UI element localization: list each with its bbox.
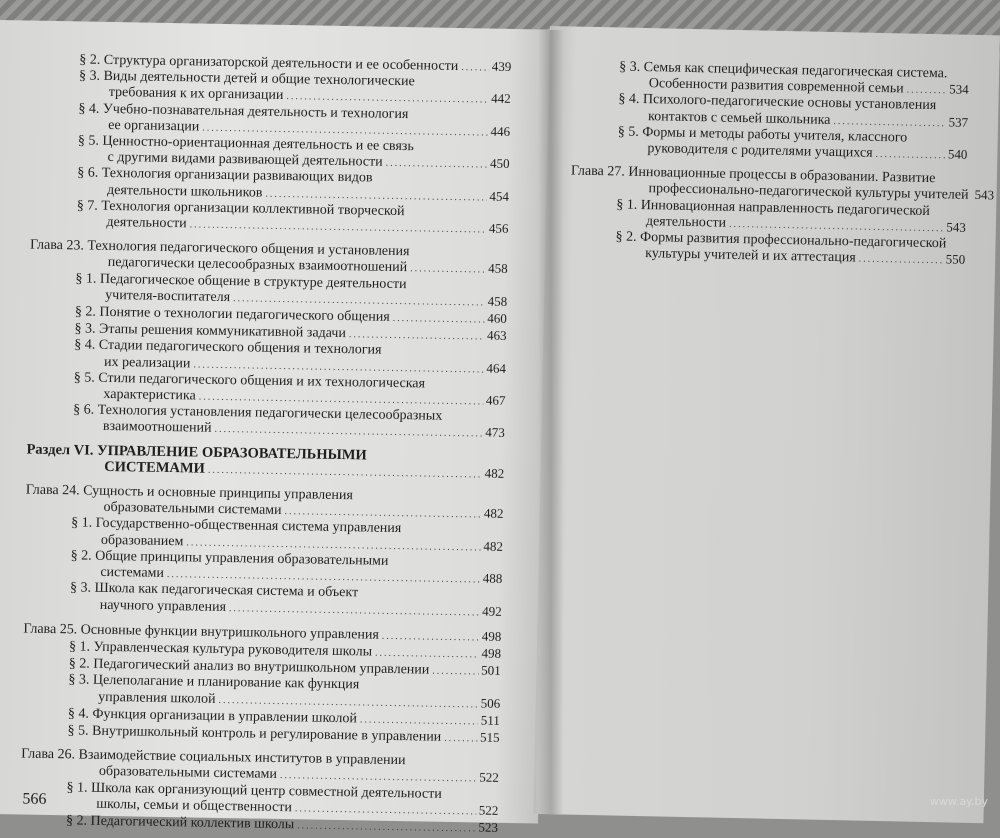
- toc-line-text: профессионально-педагогической культуры учителей: [648, 182, 968, 204]
- toc-page-number: 482: [484, 506, 504, 522]
- toc-line-text: § 5. Внутришкольный контроль и регулирование в управлении: [67, 723, 441, 745]
- toc-page-number: 534: [949, 82, 969, 98]
- book-gutter: [538, 30, 564, 814]
- toc-page-number: 482: [485, 465, 505, 481]
- toc-line-text: деятельности школьников: [107, 183, 263, 201]
- toc-line-text: деятельности: [646, 214, 726, 231]
- toc-page-number: 482: [483, 538, 503, 554]
- dot-leader: [375, 646, 479, 663]
- left-page: [0, 20, 552, 824]
- toc-line-text: § 2. Педагогический коллектив школы: [66, 813, 294, 832]
- toc-line-text: научного управления: [100, 597, 226, 614]
- toc-page-number: 473: [485, 425, 505, 441]
- toc-line-text: § 3. Виды деятельности детей и общие технологические: [79, 69, 415, 90]
- toc-line-text: § 1. Педагогическое общение в структуре деятельности: [75, 271, 406, 292]
- toc-page-number: 446: [491, 123, 511, 139]
- toc-line-text: § 4. Психолого-педагогические основы установления: [618, 92, 936, 114]
- toc-line-text: § 1. Школа как организующий центр совместной деятельности: [66, 780, 441, 802]
- toc-page-number: 515: [480, 729, 500, 745]
- toc-page-number: 454: [489, 188, 509, 204]
- toc-line-text: § 2. Формы развития профессионально-педагогической: [615, 229, 946, 251]
- toc-page-number: 498: [482, 628, 502, 644]
- toc-page-number: 522: [479, 770, 499, 786]
- toc-page-number: 488: [483, 571, 503, 587]
- toc-page-number: 439: [492, 59, 512, 75]
- toc-line-text: взаимоотношений: [103, 419, 212, 436]
- toc-line-text: культуры учителей и их аттестация: [645, 246, 856, 266]
- toc-paragraph: [569, 228, 966, 269]
- toc-line-text: образованием: [101, 533, 184, 550]
- toc-page-number: 540: [948, 146, 968, 162]
- toc-line-text: § 5. Ценностно-ориентационная деятельность и ее связь: [78, 133, 414, 154]
- toc-line-text: СИСТЕМАМИ: [104, 460, 205, 477]
- dot-leader: [444, 731, 477, 747]
- toc-page-number: 523: [478, 819, 498, 835]
- right-page: [533, 26, 999, 823]
- toc-line-text: § 3. Этапы решения коммуникативной задачи: [74, 322, 346, 342]
- watermark: www.ay.by: [930, 795, 988, 808]
- toc-line-text: Глава 27. Инновационные процессы в образовании. Развитие: [571, 164, 936, 187]
- toc-line-text: школы, семьи и общественности: [96, 797, 292, 816]
- toc-line-text: § 4. Функция организации в управлении школой: [68, 706, 357, 726]
- toc-line-text: ее организации: [108, 118, 199, 135]
- dot-leader: [393, 311, 485, 328]
- toc-line-text: Глава 23. Технология педагогического общения и установления: [30, 238, 410, 260]
- toc-line-text: § 4. Учебно-познавательная деятельность и технология: [78, 101, 408, 122]
- toc-page-number: 498: [481, 645, 501, 661]
- toc-page-number: 501: [481, 663, 501, 679]
- toc-line-text: образовательными системами: [103, 500, 281, 518]
- toc-line-text: § 7. Технология организации коллективной творческой: [77, 198, 405, 219]
- toc-line-text: системами: [100, 565, 164, 581]
- toc-line-text: Особенности развития современной семьи: [649, 76, 904, 97]
- toc-right: [569, 58, 969, 269]
- toc-line-text: § 1. Инновационная направленность педагогической: [616, 197, 930, 219]
- toc-line-text: деятельности: [106, 215, 186, 232]
- dot-leader: [386, 156, 488, 173]
- toc-line-text: образовательными системами: [99, 764, 277, 782]
- toc-line-text: § 2. Понятие о технологии педагогического общения: [75, 304, 390, 325]
- toc-line-text: § 3. Семья как специфическая педагогическая система.: [619, 59, 948, 81]
- toc-line-text: Глава 26. Взаимодействие социальных институтов в управлении: [21, 747, 406, 769]
- toc-line-text: характеристика: [103, 387, 196, 404]
- toc-line-text: Глава 24. Сущность и основные принципы управления: [26, 483, 353, 504]
- toc-left: [20, 51, 512, 837]
- toc-line-text: § 3. Целеполагание и планирование как функция: [68, 673, 359, 693]
- toc-page-number: 492: [482, 603, 502, 619]
- toc-line-text: их реализации: [104, 355, 191, 372]
- toc-line-text: § 2. Структура организаторской деятельности и ее особенности: [79, 52, 458, 74]
- toc-page-number: 450: [490, 156, 510, 172]
- toc-page-number: 467: [486, 393, 506, 409]
- toc-page-number: 537: [948, 114, 968, 130]
- toc-line-text: § 3. Школа как педагогическая система и объект: [70, 581, 358, 601]
- page-number: 566: [22, 791, 46, 809]
- dot-leader: [297, 818, 476, 836]
- toc-page-number: 458: [488, 293, 508, 309]
- toc-line-text: педагогически целесообразных взаимоотношений: [108, 255, 408, 275]
- toc-line-text: управления школой: [98, 689, 216, 706]
- toc-page-number: 456: [489, 221, 509, 237]
- toc-page-number: 464: [486, 360, 506, 376]
- toc-line-text: § 5. Формы и методы работы учителя, классного: [618, 124, 908, 145]
- toc-line-text: учителя-воспитателя: [105, 288, 230, 305]
- toc-line-text: контактов с семьей школьника: [648, 109, 831, 128]
- toc-line-text: § 2. Педагогический анализ во внутришкольном управлении: [69, 656, 430, 677]
- toc-page-number: 442: [491, 91, 511, 107]
- dot-leader: [461, 60, 489, 76]
- toc-page-number: 460: [487, 311, 507, 327]
- toc-page-number: 550: [946, 252, 966, 268]
- toc-line-text: § 1. Управленческая культура руководителя школы: [69, 639, 372, 659]
- toc-line-text: с другими видами развивающей деятельности: [107, 150, 382, 170]
- dot-leader: [875, 147, 945, 164]
- toc-line-text: требования к их организации: [109, 85, 284, 103]
- toc-line-text: руководителя с родителями учащихся: [647, 141, 872, 161]
- toc-line-text: § 1. Государственно-общественная система управления: [71, 516, 401, 537]
- toc-page-number: 522: [479, 802, 499, 818]
- toc-line-text: § 6. Технология установления педагогически целесообразных: [73, 403, 442, 424]
- toc-page-number: 543: [974, 187, 994, 203]
- toc-page-number: 511: [481, 712, 500, 728]
- dot-leader: [432, 664, 478, 680]
- toc-line-text: § 4. Стадии педагогического общения и технология: [74, 338, 381, 358]
- toc-line-text: Раздел VI. УПРАВЛЕНИЕ ОБРАЗОВАТЕЛЬНЫМИ: [26, 441, 367, 463]
- toc-page-number: 543: [946, 219, 966, 235]
- dot-leader: [410, 262, 485, 279]
- toc-line-text: § 2. Общие принципы управления образовательными: [71, 548, 389, 569]
- toc-line-text: § 6. Технология организации развивающих видов: [77, 166, 372, 186]
- toc-page-number: 463: [487, 328, 507, 344]
- dot-leader: [382, 628, 479, 645]
- dot-leader: [907, 83, 947, 99]
- dot-leader: [859, 252, 943, 269]
- toc-line-text: § 5. Стили педагогического общения и их технологическая: [74, 370, 426, 391]
- toc-line-text: Глава 25. Основные функции внутришкольного управления: [23, 621, 379, 642]
- toc-page-number: 458: [488, 261, 508, 277]
- toc-page-number: 506: [481, 695, 501, 711]
